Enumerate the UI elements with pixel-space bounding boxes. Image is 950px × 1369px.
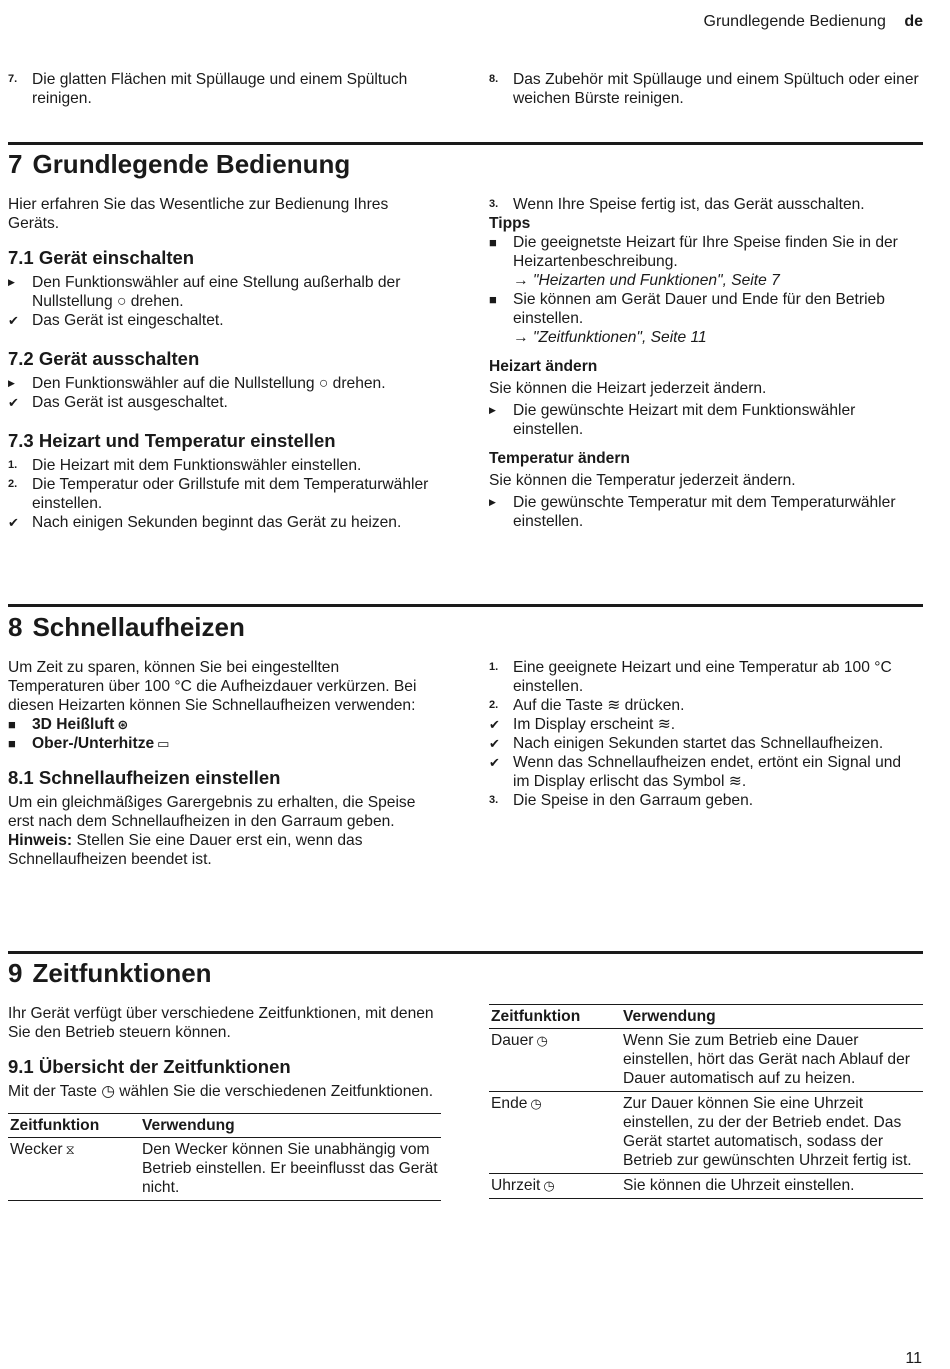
ch7-right-column xyxy=(489,195,921,531)
table-row xyxy=(489,1029,923,1092)
table-header-row xyxy=(8,1114,441,1138)
ch7-left-column xyxy=(8,195,433,532)
function-name: Wecker xyxy=(10,1141,63,1158)
step-number: 7. xyxy=(8,73,18,85)
result-check-icon: ✔ xyxy=(8,313,19,328)
chapter-number: 9 xyxy=(8,958,23,988)
step-text: Die glatten Flächen mit Spüllauge und einem Spültuch reinigen. xyxy=(32,71,408,107)
result-check-icon: ✔ xyxy=(8,395,19,410)
step-text: Die Speise in den Garraum geben. xyxy=(513,792,754,809)
step-text: Das Zubehör mit Spüllauge und einem Spültuch oder einer weichen Bürste reinigen. xyxy=(513,71,919,107)
tip-text: Sie können am Gerät Dauer und Ende für den Betrieb einstellen. xyxy=(513,291,885,327)
section-8-1-text: Um ein gleichmäßiges Garergebnis zu erhalten, die Speise erst nach dem Schnellaufheizen in den Garraum geben. xyxy=(8,794,416,830)
top-left-step xyxy=(8,70,433,108)
result: Nach einigen Sekunden beginnt das Gerät zu heizen. xyxy=(32,514,402,531)
chapter-title: Grundlegende Bedienung xyxy=(32,149,351,179)
ch9-left-column xyxy=(8,1004,441,1201)
top-bottom-heat-icon: ▭ xyxy=(157,736,170,751)
function-name: Ende xyxy=(491,1095,528,1112)
function-name: Uhrzeit xyxy=(491,1177,541,1194)
zeitfunktionen-table-left xyxy=(8,1113,441,1201)
section-7-3-title: 7.3 Heizart und Temperatur einstellen xyxy=(8,430,336,451)
heizart-text: Sie können die Heizart jederzeit ändern. xyxy=(489,380,767,397)
zeitfunktionen-table-right xyxy=(489,1004,923,1199)
table-header: Zeitfunktion xyxy=(8,1114,140,1138)
result: Im Display erscheint ≋. xyxy=(513,716,676,733)
table-cell-use: Den Wecker können Sie unabhängig vom Betrieb einstellen. Er beeinflusst das Gerät nicht. xyxy=(140,1138,441,1201)
step-text: Die Heizart mit dem Funktionswähler einstellen. xyxy=(32,457,362,474)
bullet-square-icon: ■ xyxy=(489,235,497,250)
ch8-intro: Um Zeit zu sparen, können Sie bei eingestellten Temperaturen über 100 °C die Aufheizdauer verkürzen. Bei diesen Heizarten können Sie Schnellaufheizen verwenden: xyxy=(8,659,417,714)
chapter-number: 8 xyxy=(8,612,23,642)
section-8-1-title: 8.1 Schnellaufheizen einstellen xyxy=(8,767,281,788)
step-number: 3. xyxy=(489,198,499,210)
step-number: 1. xyxy=(489,661,499,673)
page-number: 11 xyxy=(905,1350,922,1367)
table-row xyxy=(8,1138,441,1201)
result: Wenn das Schnellaufheizen endet, ertönt ein Signal und im Display erlischt das Symbol ≋. xyxy=(513,754,902,790)
step-text: Eine geeignete Heizart und eine Temperatur ab 100 °C einstellen. xyxy=(513,659,892,695)
bullet-square-icon: ■ xyxy=(8,736,16,751)
step-text: Die Temperatur oder Grillstufe mit dem Temperaturwähler einstellen. xyxy=(32,476,429,512)
step-number: 2. xyxy=(489,699,499,711)
bullet-square-icon: ■ xyxy=(489,292,497,307)
cross-reference-link[interactable]: → "Zeitfunktionen", Seite 11 xyxy=(513,329,707,346)
ch7-intro: Hier erfahren Sie das Wesentliche zur Bedienung Ihres Geräts. xyxy=(8,196,389,232)
cross-reference-link[interactable]: → "Heizarten und Funktionen", Seite 7 xyxy=(513,272,780,289)
table-row xyxy=(489,1174,923,1199)
result: Das Gerät ist eingeschaltet. xyxy=(32,312,224,329)
step-number: 1. xyxy=(8,459,18,471)
hinweis-label: Hinweis: xyxy=(8,832,73,849)
table-cell-name xyxy=(489,1092,621,1174)
bullet-square-icon: ■ xyxy=(8,717,16,732)
3d-hot-air-icon: ⊛ xyxy=(117,717,129,732)
heizart-title: Heizart ändern xyxy=(489,358,598,375)
chapter-9-heading xyxy=(8,958,212,988)
tipps-title: Tipps xyxy=(489,215,531,232)
section-7-1-title: 7.1 Gerät einschalten xyxy=(8,247,195,268)
chapter-title: Zeitfunktionen xyxy=(32,958,212,988)
clock-icon: ◷ xyxy=(543,1178,555,1193)
chapter-rule xyxy=(8,604,923,607)
function-name: Dauer xyxy=(491,1032,534,1049)
table-header: Verwendung xyxy=(621,1005,923,1029)
table-cell-name xyxy=(8,1138,140,1201)
chapter-8-heading xyxy=(8,612,245,642)
table-cell-use: Wenn Sie zum Betrieb eine Dauer einstellen, hört das Gerät nach Ablauf der Dauer automatisch auf zu heizen. xyxy=(621,1029,923,1092)
chapter-title: Schnellaufheizen xyxy=(32,612,245,642)
section-9-1-title: 9.1 Übersicht der Zeitfunktionen xyxy=(8,1056,291,1077)
header-title: Grundlegende Bedienung xyxy=(703,13,886,30)
table-header: Zeitfunktion xyxy=(489,1005,621,1029)
instruction: Die gewünschte Heizart mit dem Funktionswähler einstellen. xyxy=(513,402,856,438)
hinweis-text: Stellen Sie eine Dauer erst ein, wenn das Schnellaufheizen beendet ist. xyxy=(8,832,363,868)
table-cell-use: Sie können die Uhrzeit einstellen. xyxy=(621,1174,923,1199)
chapter-7-heading xyxy=(8,149,350,179)
result-check-icon: ✔ xyxy=(489,755,500,770)
section-7-2-title: 7.2 Gerät ausschalten xyxy=(8,348,200,369)
instruction: Den Funktionswähler auf eine Stellung außerhalb der Nullstellung ○ drehen. xyxy=(32,274,401,310)
ch9-intro: Ihr Gerät verfügt über verschiedene Zeitfunktionen, mit denen Sie den Betrieb steuern können. xyxy=(8,1005,434,1041)
result: Nach einigen Sekunden startet das Schnellaufheizen. xyxy=(513,735,884,752)
table-cell-name xyxy=(489,1029,621,1092)
hourglass-icon: ⧖ xyxy=(65,1142,75,1157)
chapter-rule xyxy=(8,142,923,145)
section-9-1-text: Mit der Taste ◷ wählen Sie die verschiedenen Zeitfunktionen. xyxy=(8,1083,434,1100)
chapter-number: 7 xyxy=(8,149,23,179)
clock-icon: ◷ xyxy=(530,1096,542,1111)
step-number: 8. xyxy=(489,73,499,85)
temperatur-title: Temperatur ändern xyxy=(489,450,630,467)
mode-ober-unterhitze: Ober-/Unterhitze xyxy=(32,735,155,752)
ch9-right-column xyxy=(489,1004,923,1199)
clock-icon: ◷ xyxy=(536,1033,548,1048)
action-arrow-icon: ▶ xyxy=(8,378,15,388)
ch8-right-column xyxy=(489,658,921,810)
tip-text: Die geeignetste Heizart für Ihre Speise finden Sie in der Heizartenbeschreibung. xyxy=(513,234,898,270)
action-arrow-icon: ▶ xyxy=(8,277,15,287)
step-number: 3. xyxy=(489,794,499,806)
step-text: Auf die Taste ≋ drücken. xyxy=(513,697,685,714)
temperatur-text: Sie können die Temperatur jederzeit ändern. xyxy=(489,472,796,489)
result-check-icon: ✔ xyxy=(489,736,500,751)
step-number: 2. xyxy=(8,478,18,490)
step-text: Wenn Ihre Speise fertig ist, das Gerät ausschalten. xyxy=(513,196,865,213)
result: Das Gerät ist ausgeschaltet. xyxy=(32,394,228,411)
top-right-step xyxy=(489,70,921,108)
table-cell-name xyxy=(489,1174,621,1199)
table-row xyxy=(489,1092,923,1174)
table-header-row xyxy=(489,1005,923,1029)
table-header: Verwendung xyxy=(140,1114,441,1138)
ch8-left-column xyxy=(8,658,433,869)
running-header xyxy=(704,12,924,31)
result-check-icon: ✔ xyxy=(8,515,19,530)
mode-3d-heissluft: 3D Heißluft xyxy=(32,716,115,733)
chapter-rule xyxy=(8,951,923,954)
table-cell-use: Zur Dauer können Sie eine Uhrzeit einstellen, zu der der Betrieb endet. Das Gerät startet automatisch, sodass der Betrieb zur gewünschten Uhrzeit fertig ist. xyxy=(621,1092,923,1174)
action-arrow-icon: ▶ xyxy=(489,405,496,415)
action-arrow-icon: ▶ xyxy=(489,497,496,507)
instruction: Die gewünschte Temperatur mit dem Temperaturwähler einstellen. xyxy=(513,494,896,530)
instruction: Den Funktionswähler auf die Nullstellung ○ drehen. xyxy=(32,375,386,392)
header-lang: de xyxy=(904,13,923,30)
result-check-icon: ✔ xyxy=(489,717,500,732)
